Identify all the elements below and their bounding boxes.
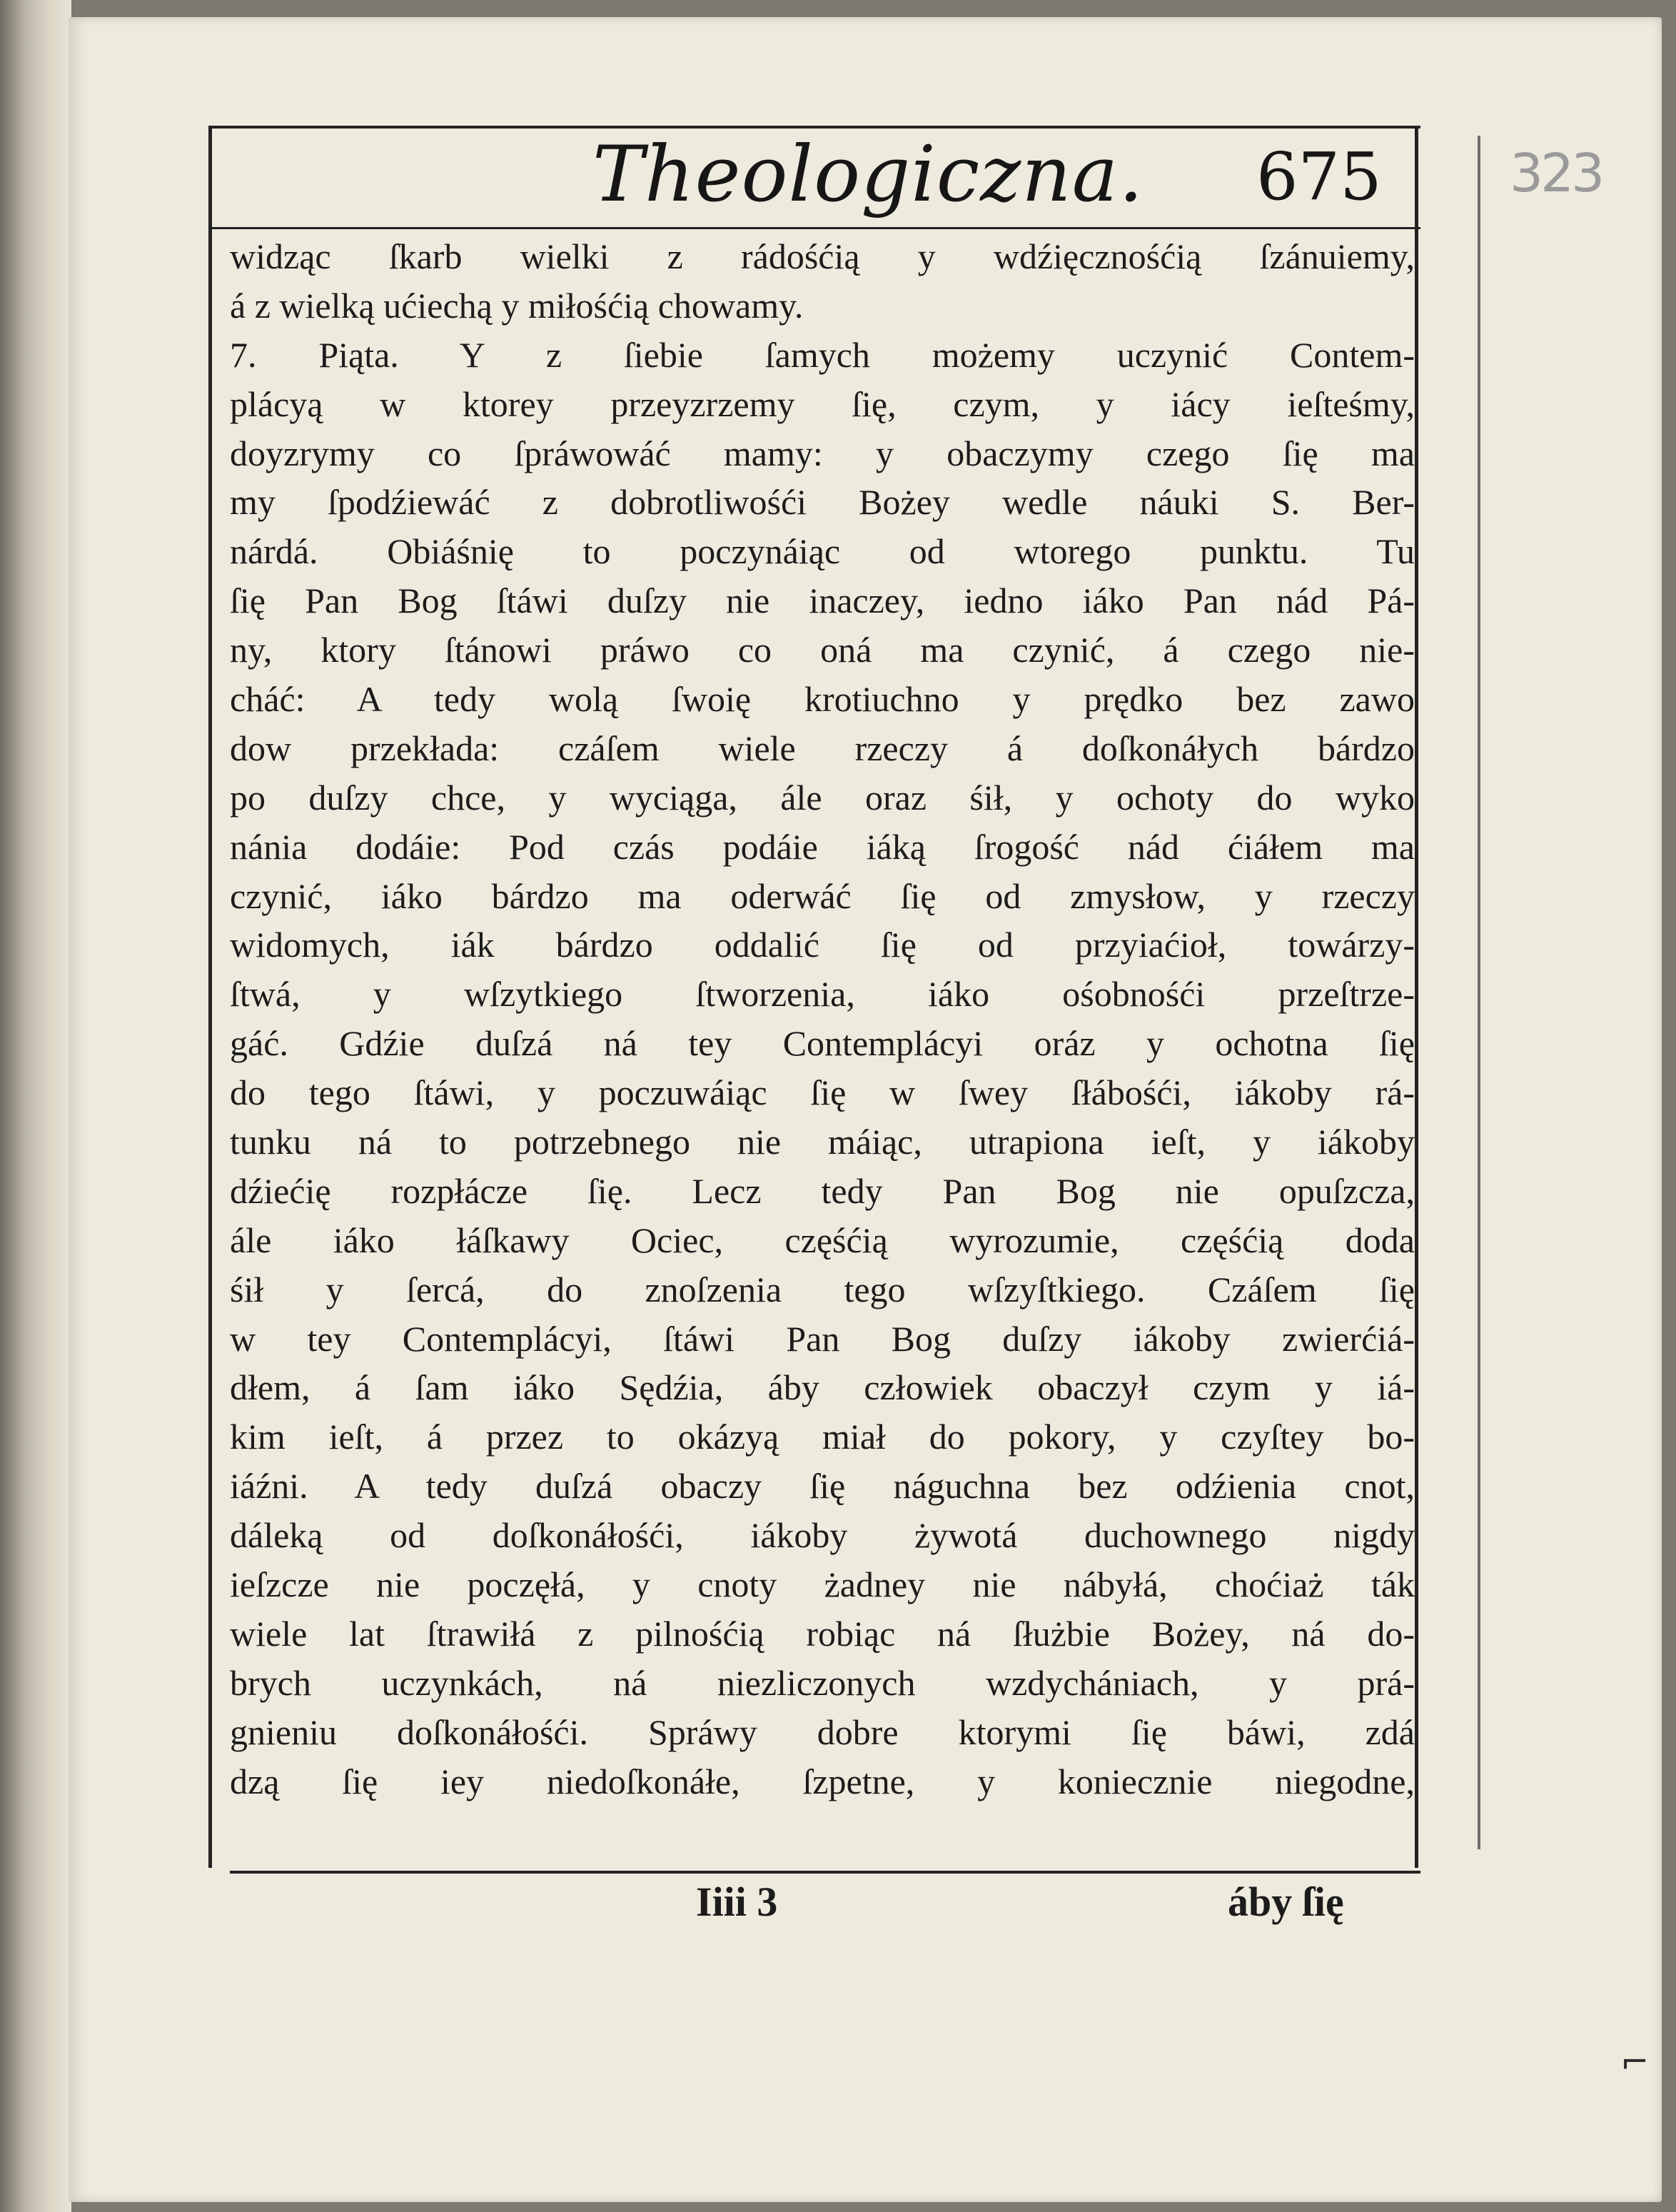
ink-mark: ⌐ xyxy=(1620,2042,1650,2082)
text-line: ſtwá, y wſzytkiego ſtworzenia, iáko ośobnośći przeſtrze- xyxy=(230,974,1415,1015)
text-line: wiele lat ſtrawiłá z pilnośćią robiąc ná ſłużbie Bożey, ná do- xyxy=(230,1613,1415,1654)
text-line: gáć. Gdźie duſzá ná tey Contemplácyi oráz y ochotna ſię xyxy=(230,1023,1415,1064)
catchword: áby ſię xyxy=(1228,1879,1344,1925)
running-title: Theologiczna. xyxy=(592,130,1144,219)
text-line: ſię Pan Bog ſtáwi duſzy nie inaczey, iedno iáko Pan nád Pá- xyxy=(230,580,1415,621)
text-line: widomych, iák bárdzo oddalić ſię od przyiaćioł, towárzy- xyxy=(230,925,1415,965)
text-line: widząc ſkarb wielki z rádośćią y wdźięcznośćią ſzánuiemy, xyxy=(230,236,1415,276)
text-line: śił y ſercá, do znoſzenia tego wſzyſtkiego. Czáſem ſię xyxy=(230,1269,1415,1309)
text-line: dłem, á ſam iáko Sędźia, áby człowiek obaczył czym y iá- xyxy=(230,1367,1415,1408)
text-line: gnieniu doſkonáłośći. Spráwy dobre ktorymi ſię báwi, zdá xyxy=(230,1711,1415,1752)
text-line: nánia dodáie: Pod czás podáie iáką ſrogość nád ćiáłem ma xyxy=(230,826,1415,867)
text-line: 7. Piąta. Y z ſiebie ſamych możemy uczynić Contem- xyxy=(230,334,1415,375)
text-line: ny, ktory ſtánowi práwo co oná ma czynić, á czego nie- xyxy=(230,630,1415,670)
text-line: do tego ſtáwi, y poczuwáiąc ſię w ſwey ſłábośći, iákoby rá- xyxy=(230,1072,1415,1113)
text-line: my ſpodźiewáć z dobrotliwośći Bożey wedle náuki S. Ber- xyxy=(230,482,1415,523)
pencil-folio-note: 323 xyxy=(1510,143,1602,204)
text-line: ále iáko łáſkawy Ociec, częśćią wyrozumie, częśćią doda xyxy=(230,1220,1415,1260)
text-line: doyzrymy co ſpráwowáć mamy: y obaczymy czego ſię ma xyxy=(230,433,1415,473)
text-line: w tey Contemplácyi, ſtáwi Pan Bog duſzy iákoby zwierćiá- xyxy=(230,1318,1415,1359)
header-rule xyxy=(208,227,1420,229)
text-line: brych uczynkách, ná niezliczonych wzdychániach, y prá- xyxy=(230,1662,1415,1703)
text-line: dźiećię rozpłácze ſię. Lecz tedy Pan Bog nie opuſzcza, xyxy=(230,1170,1415,1211)
text-line: iáźni. A tedy duſzá obaczy ſię náguchna bez odźienia cnot, xyxy=(230,1466,1415,1507)
text-line: dzą ſię iey niedoſkonáłe, ſzpetne, y koniecznie niegodne, xyxy=(230,1761,1415,1801)
frame-rule-bottom xyxy=(230,1871,1420,1874)
text-line: cháć: A tedy wolą ſwoię krotiuchno y prędko bez zawo xyxy=(230,679,1415,720)
text-line: tunku ná to potrzebnego nie máiąc, utrapiona ieſt, y iákoby xyxy=(230,1122,1415,1162)
text-line: ieſzcze nie poczęłá, y cnoty żadney nie nábyłá, choćiaż ták xyxy=(230,1564,1415,1605)
text-line: plácyą w ktorey przeyzrzemy ſię, czym, y iácy ieſteśmy, xyxy=(230,383,1415,424)
frame-rule-right xyxy=(1415,126,1418,1868)
text-line: czynić, iáko bárdzo ma oderwáć ſię od zmysłow, y rzeczy xyxy=(230,875,1415,916)
body-text xyxy=(230,232,1415,1806)
text-line: po duſzy chce, y wyciąga, ále oraz śił, y ochoty do wyko xyxy=(230,777,1415,818)
text-line: dow przekłada: czáſem wiele rzeczy á doſkonáłych bárdzo xyxy=(230,728,1415,768)
text-line: dáleką od doſkonáłośći, iákoby żywotá duchownego nigdy xyxy=(230,1515,1415,1556)
text-line: kim ieſt, á przez to okázyą miał do pokory, y czyſtey bo- xyxy=(230,1417,1415,1457)
margin-rule xyxy=(1478,136,1480,1849)
frame-rule-left xyxy=(208,126,212,1868)
book-spine xyxy=(0,0,71,2212)
page-number: 675 xyxy=(1256,139,1382,215)
text-line: nárdá. Obiáśnię to poczynáiąc od wtorego punktu. Tu xyxy=(230,531,1415,572)
text-line: á z wielką ućiechą y miłośćią chowamy. xyxy=(230,285,804,326)
signature-mark: Iiii 3 xyxy=(696,1879,778,1925)
